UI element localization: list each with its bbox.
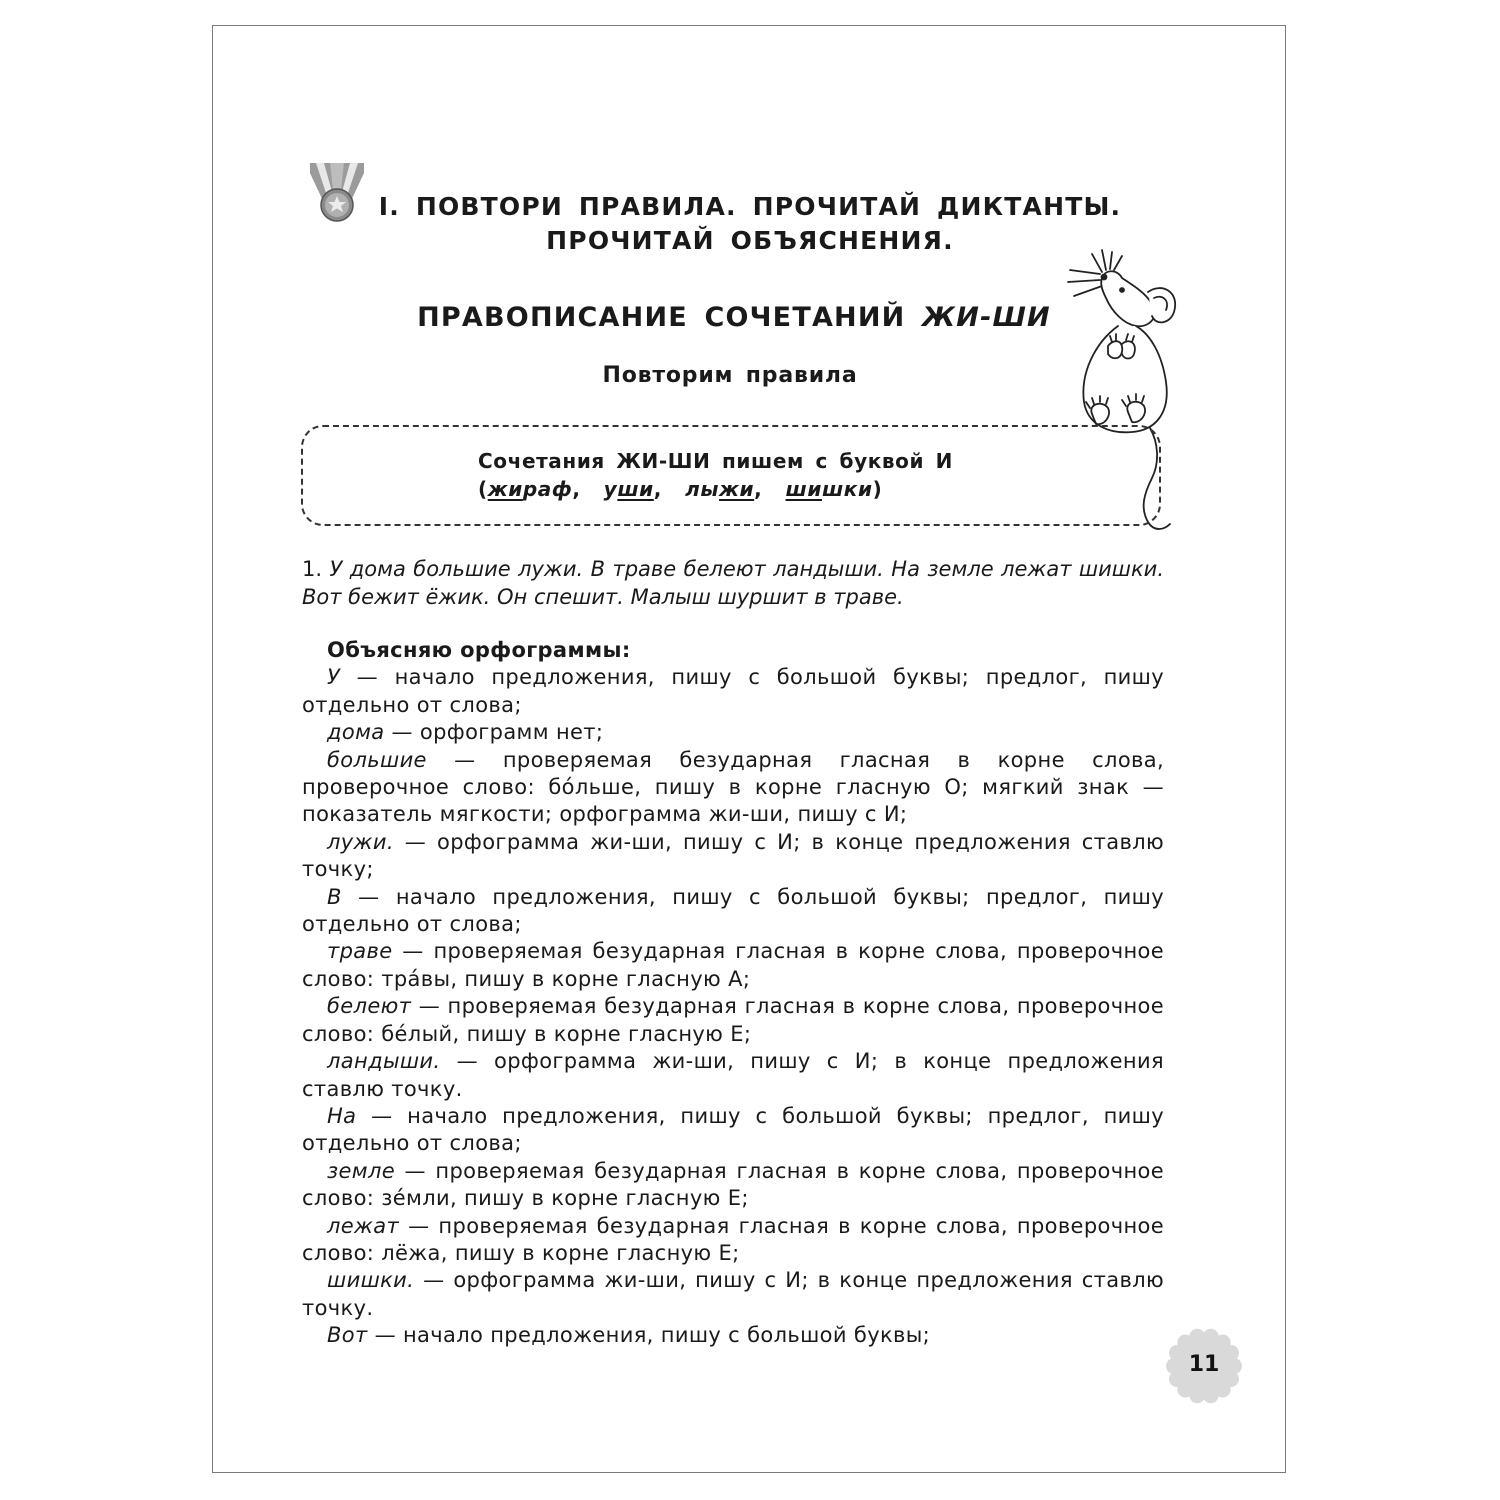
explanation-entry [302, 993, 1164, 1048]
explanation-text: — проверяемая безударная гласная в корне слова, проверочное слово: трáвы, пишу в корне гласную А; [302, 939, 1164, 991]
explanation-entry [302, 1213, 1164, 1268]
explanation-entry [302, 938, 1164, 993]
explanation-section [302, 637, 1164, 1350]
section-title-prefix: ПРАВОПИСАНИЕ СОЧЕТАНИЙ [417, 302, 906, 333]
explanation-entry [302, 719, 1164, 746]
explained-word: большие [327, 747, 427, 772]
explained-word: ландыши. [327, 1049, 441, 1074]
page-title [330, 190, 1170, 258]
rule-statement: Сочетания ЖИ-ШИ пишем с буквой И [478, 449, 954, 473]
explanation-text: — начало предложения, пишу с большой буквы; [367, 1323, 931, 1348]
explanation-entry [302, 747, 1164, 829]
explanation-text: — орфограмма жи-ши, пишу с И; в конце предложения ставлю точку; [302, 829, 1164, 882]
explanation-entry [302, 664, 1164, 719]
example-word: лыжи [685, 477, 755, 501]
explained-word: У [327, 665, 341, 690]
explanation-entry [302, 1103, 1164, 1158]
title-line-2: ПРОЧИТАЙ ОБЪЯСНЕНИЯ. [546, 226, 954, 255]
explained-word: Вот [327, 1323, 368, 1348]
explanation-heading: Объясняю орфограммы: [327, 638, 631, 662]
section-title-accent: ЖИ-ШИ [922, 302, 1051, 333]
explanation-entry [302, 1267, 1164, 1322]
explanation-entry [302, 1158, 1164, 1213]
explained-word: В [327, 884, 342, 909]
subsection-title: Повторим правила [602, 363, 858, 388]
rule-examples-open: ( [478, 477, 488, 501]
dictation-body: У дома большие лужи. В траве белеют ландыши. На земле лежат шишки. Вот бежит ёжик. Он спешит. Малыш шуршит в траве. [302, 557, 1164, 609]
explanation-list [302, 664, 1164, 1349]
page-number: 11 [1188, 1352, 1220, 1377]
explained-word: траве [327, 939, 393, 964]
rule-examples: (жираф, уши, лыжи, шишки) [478, 477, 883, 501]
explanation-entry [302, 1322, 1164, 1349]
explanation-entry [302, 884, 1164, 939]
section-title [330, 302, 1138, 333]
explanation-text: — проверяемая безударная гласная в корне слова, проверочное слово: бóльше, пишу в корне гласную О; мягкий знак — показатель мягкости; орфограмма жи-ши, пишу с И; [302, 747, 1164, 827]
explanation-text: — орфограмма жи-ши, пишу с И; в конце предложения ставлю точку. [302, 1049, 1164, 1101]
explanation-text: — проверяемая безударная гласная в корне слова, проверочное слово: зéмли, пишу в корне гласную Е; [302, 1158, 1164, 1211]
example-word: уши [603, 477, 654, 501]
example-word: шишки [785, 477, 873, 501]
rule-text [478, 447, 1038, 503]
dictation-text [302, 555, 1164, 611]
explanation-text: — начало предложения, пишу с большой буквы; предлог, пишу отдельно от слова; [302, 884, 1164, 937]
explanation-text: — проверяемая безударная гласная в корне слова, проверочное слово: лёжа, пишу в корне гласную Е; [302, 1213, 1164, 1265]
example-word: жираф [487, 477, 573, 501]
explanation-text: — начало предложения, пишу с большой буквы; предлог, пишу отдельно от слова; [302, 665, 1164, 717]
explanation-text: — орфограмма жи-ши, пишу с И; в конце предложения ставлю точку. [302, 1268, 1164, 1320]
explanation-entry [302, 1048, 1164, 1103]
explained-word: дома [327, 720, 385, 745]
explained-word: лежат [327, 1213, 400, 1238]
explanation-text: — начало предложения, пишу с большой буквы; предлог, пишу отдельно от слова; [302, 1103, 1164, 1156]
title-line-1: I. ПОВТОРИ ПРАВИЛА. ПРОЧИТАЙ ДИКТАНТЫ. [378, 192, 1122, 221]
explanation-text: — проверяемая безударная гласная в корне слова, проверочное слово: бéлый, пишу в корне гласную Е; [302, 994, 1164, 1046]
explained-word: земле [327, 1158, 396, 1183]
explained-word: шишки. [327, 1268, 415, 1293]
rule-examples-close: ) [872, 477, 883, 501]
explained-word: белеют [327, 994, 412, 1019]
explained-word: лужи. [327, 829, 394, 854]
dictation-number: 1. [302, 557, 323, 581]
explanation-entry [302, 829, 1164, 884]
explanation-text: — орфограмм нет; [384, 720, 604, 745]
explained-word: На [327, 1103, 357, 1128]
